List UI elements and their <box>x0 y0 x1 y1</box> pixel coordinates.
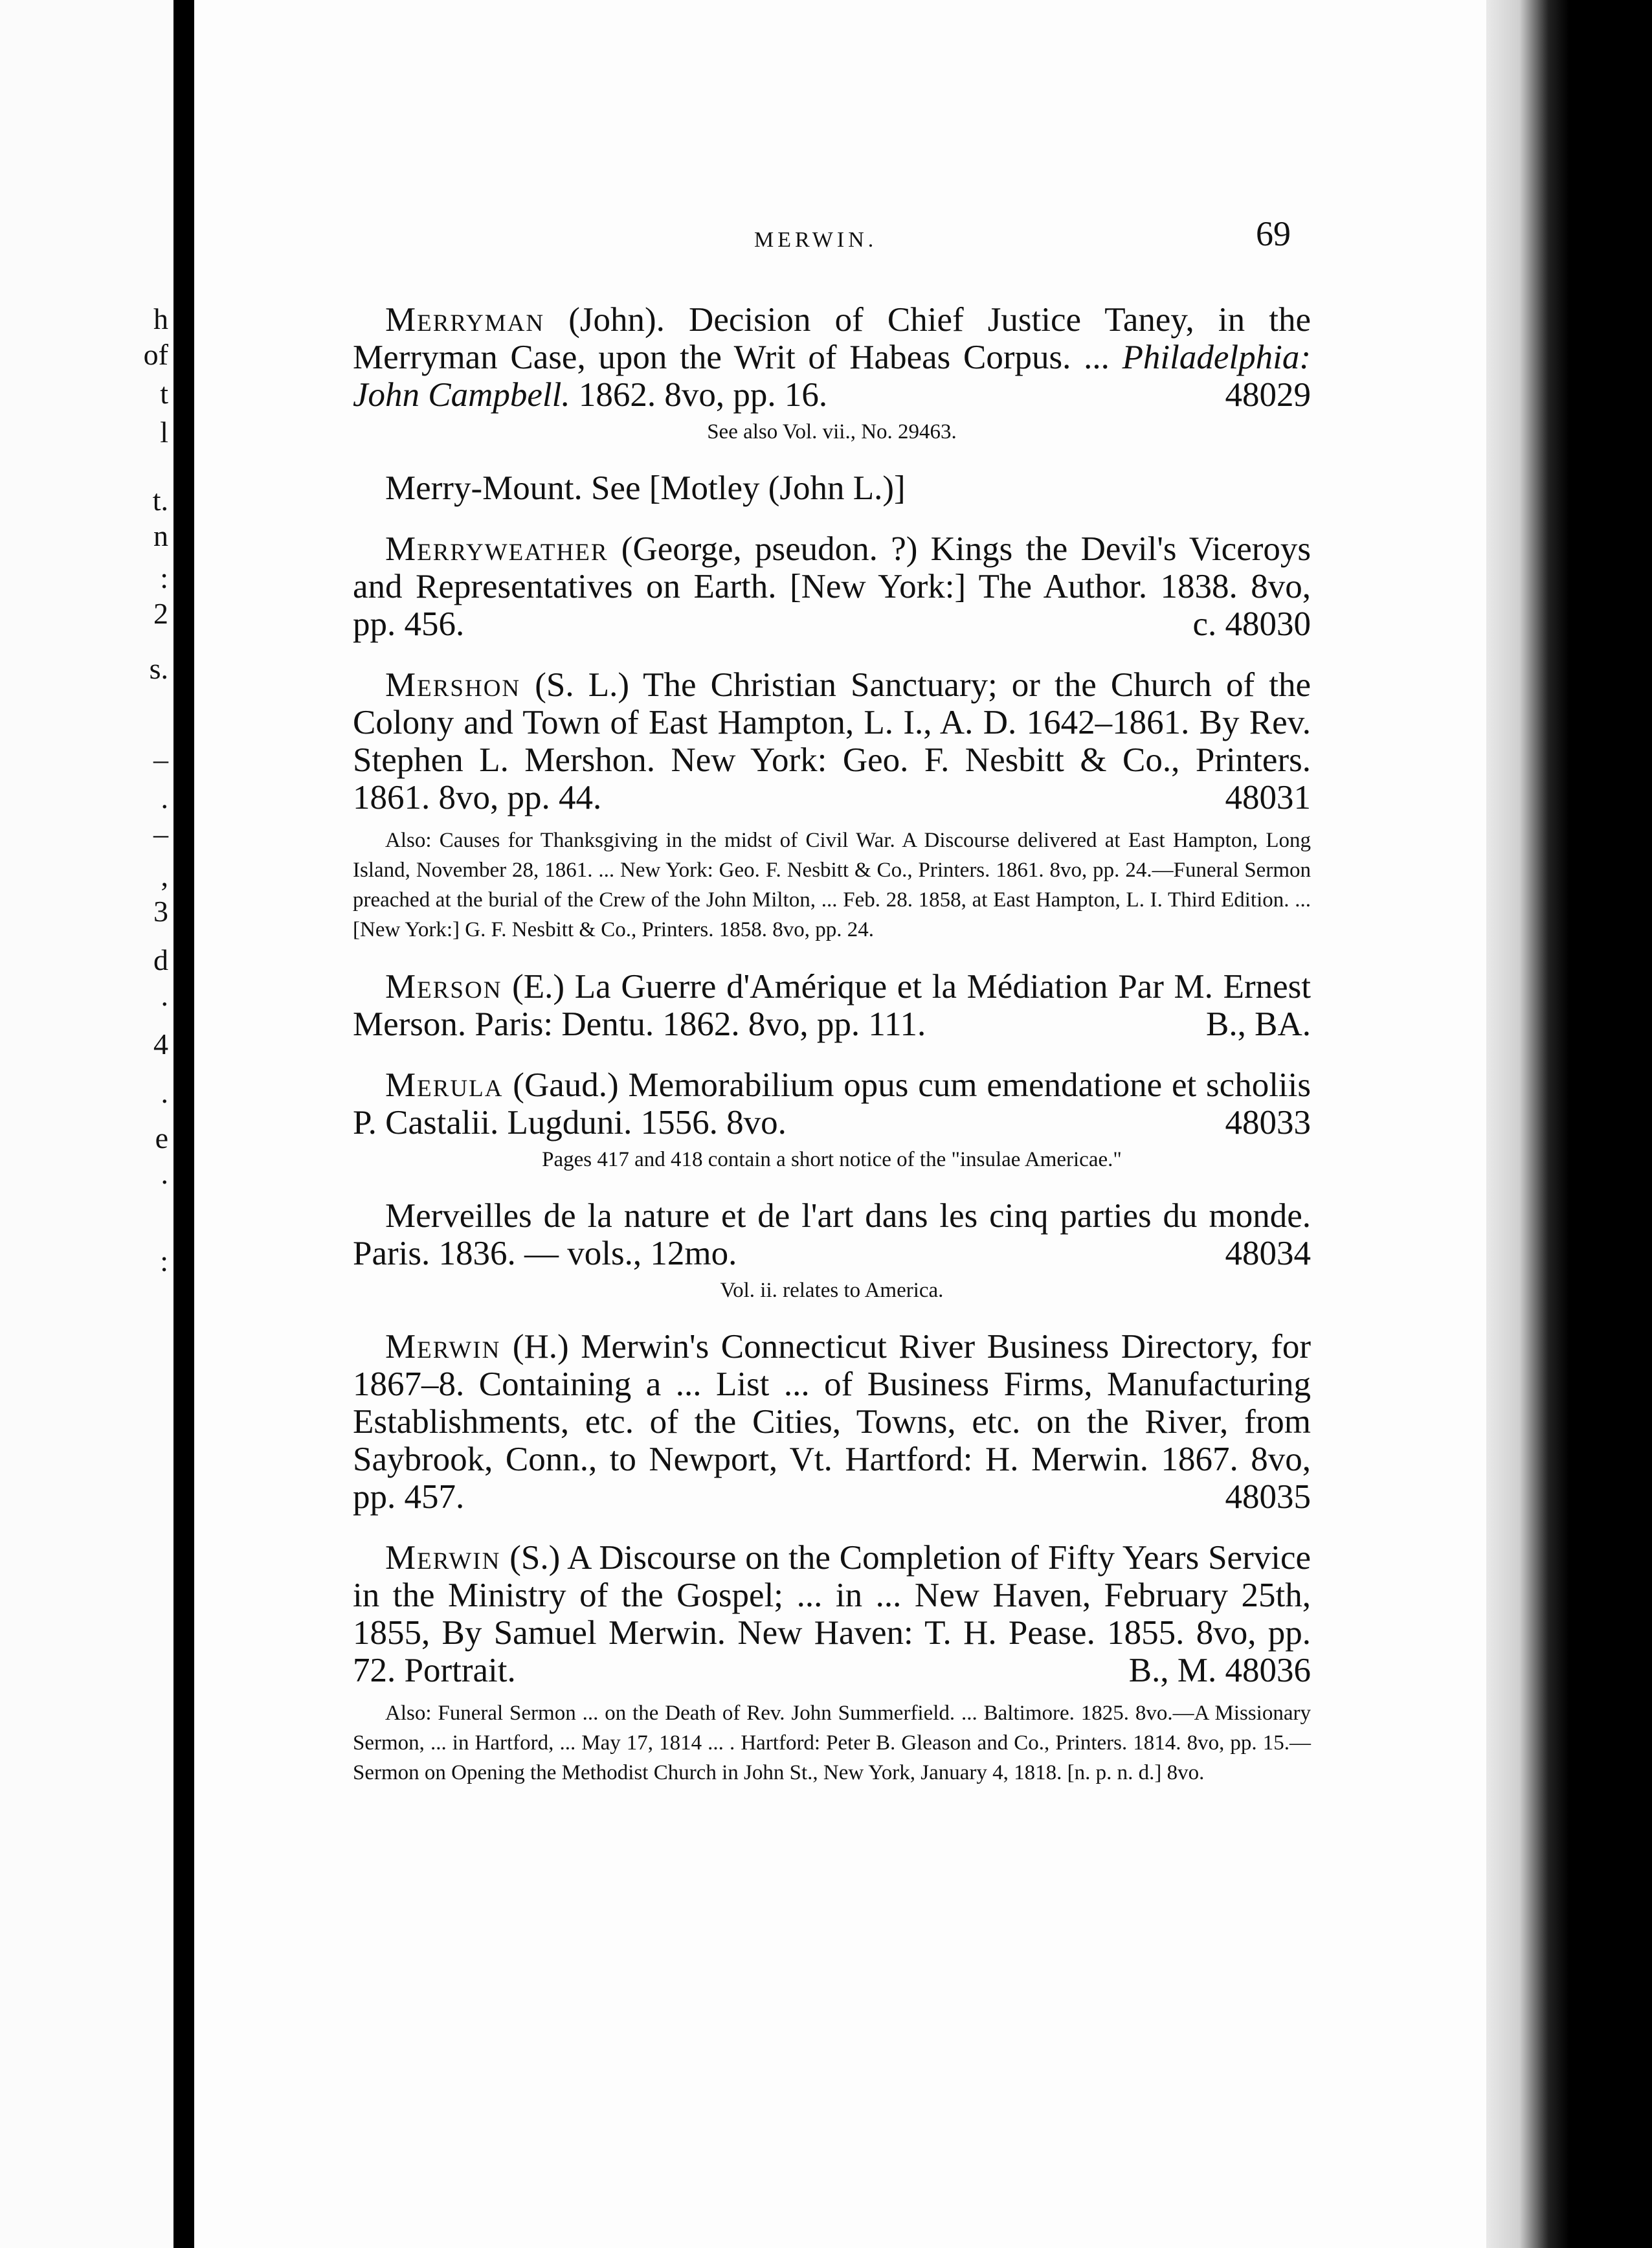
facing-page-text-fragment: of <box>143 338 168 371</box>
entry-merson <box>353 968 1311 1043</box>
entry-heading: Merwin <box>385 1328 501 1366</box>
entry-merwin-s <box>353 1539 1311 1788</box>
page-edge-shadow <box>1486 0 1569 2248</box>
facing-page-text-fragment: e <box>155 1121 168 1154</box>
entry-note: Also: Causes for Thanksgiving in the midst of Civil War. A Discourse delivered at East Hampton, Long Island, November 28, 1861. ... New York: Geo. F. Nesbitt & Co., Printers. 1861. 8vo, pp. 24.—Funeral Sermon preached at the burial of the Crew of the John Milton, ... Feb. 28. 1858, at East Hampton, L. I. Third Edition. ... [New York:] G. F. Nesbitt & Co., Printers. 1858. 8vo, pp. 24. <box>353 829 1311 941</box>
entry-body: (H.) Merwin's Connecticut River Business Directory, for 1867–8. Containing a ... List ... of Business Firms, Manufacturing Establishments, etc. of the Cities, Towns, etc. on the River, from Saybrook, Conn., to Newport, Vt. Hartford: H. Merwin. 1867. 8vo, pp. 457. <box>353 1328 1311 1516</box>
entry-merveilles <box>353 1197 1311 1305</box>
entry-heading: Merwin <box>385 1539 501 1577</box>
facing-page-fragment <box>0 0 173 2248</box>
entry-merwin-h <box>353 1328 1311 1516</box>
entry-heading: Merryman <box>385 301 545 339</box>
entry-number: 48033 <box>1225 1104 1311 1141</box>
entry-number: 48034 <box>1225 1235 1311 1272</box>
facing-page-text-fragment: t <box>160 377 168 410</box>
facing-page-text-fragment: t. <box>152 484 168 517</box>
entry-number: B., M. 48036 <box>1128 1652 1311 1689</box>
entry-imprint: Philadelphia: John Campbell. <box>353 339 1312 414</box>
book-gutter <box>173 0 194 2248</box>
entry-mershon <box>353 666 1311 945</box>
entry-body: (S. L.) The Christian Sanctuary; or the Church of the Colony and Town of East Hampton, L. I., A. D. 1642–1861. By Rev. Stephen L. Mershon. New York: Geo. F. Nesbitt & Co., Printers. 1861. 8vo, pp. 44. <box>353 666 1311 816</box>
facing-page-text-fragment: 3 <box>153 895 168 928</box>
entry-heading: Merula <box>385 1066 504 1104</box>
entry-body: (John). Decision of Chief Justice Taney, in the Merryman Case, upon the Writ of Habeas Corpus. ... <box>353 301 1311 376</box>
entry-merula <box>353 1066 1311 1174</box>
entry-merry-mount <box>353 469 1311 507</box>
entry-merryweather <box>353 530 1311 643</box>
entry-body: Merry-Mount. See [Motley (John L.)] <box>385 469 906 507</box>
facing-page-text-fragment: h <box>153 302 168 335</box>
entry-merryman <box>353 301 1311 446</box>
facing-page-text-fragment: 2 <box>153 597 168 630</box>
facing-page-text-fragment: . <box>161 781 168 815</box>
facing-page-text-fragment: . <box>161 1076 168 1109</box>
entry-tail: 1862. 8vo, pp. 16. <box>570 376 828 414</box>
entry-note: Also: Funeral Sermon ... on the Death of Rev. John Summerfield. ... Baltimore. 1825. 8vo.—A Missionary Sermon, ... in Hartford, ... May 17, 1814 ... . Hartford: Peter B. Gleason and Co., Printers. 1814. 8vo, pp. 15.—Sermon on Opening the Methodist Church in John St., New York, January 4, 1818. [n. p. n. d.] 8vo. <box>353 1702 1311 1784</box>
entry-body: (E.) La Guerre d'Amérique et la Médiation Par M. Ernest Merson. Paris: Dentu. 1862. 8vo, pp. 111. <box>353 968 1311 1043</box>
entry-note: Vol. ii. relates to America. <box>720 1279 944 1302</box>
entry-heading: Merson <box>385 968 502 1006</box>
entry-body: (George, pseudon. ?) Kings the Devil's Viceroys and Representatives on Earth. [New York:] The Author. 1838. 8vo, pp. 456. <box>353 530 1311 643</box>
facing-page-text-fragment: – <box>153 743 168 776</box>
entry-number: 48031 <box>1225 779 1311 816</box>
facing-page-text-fragment: : <box>160 1244 168 1277</box>
bibliography-entries <box>353 301 1311 1811</box>
book-page <box>194 0 1569 2248</box>
facing-page-text-fragment: d <box>153 943 168 976</box>
entry-heading: Merryweather <box>385 530 608 568</box>
facing-page-text-fragment: n <box>153 519 168 552</box>
entry-body: Merveilles de la nature et de l'art dans les cinq parties du monde. Paris. 1836. — vols., 12mo. <box>353 1197 1311 1272</box>
facing-page-text-fragment: : <box>160 561 168 594</box>
facing-page-text-fragment: . <box>161 979 168 1012</box>
facing-page-text-fragment: . <box>161 1157 168 1190</box>
entry-body: (Gaud.) Memorabilium opus cum emendatione et scholiis P. Castalii. Lugduni. 1556. 8vo. <box>353 1066 1311 1141</box>
entry-number: c. 48030 <box>1192 605 1311 643</box>
page-number: 69 <box>1256 214 1291 253</box>
entry-number: 48029 <box>1225 376 1311 414</box>
facing-page-text-fragment: – <box>153 817 168 850</box>
entry-number: B., BA. <box>1206 1006 1311 1043</box>
facing-page-text-fragment: l <box>160 416 168 449</box>
facing-page-text-fragment: 4 <box>153 1028 168 1061</box>
entry-note: Pages 417 and 418 contain a short notice of the "insulae Americae." <box>542 1148 1122 1171</box>
entry-number: 48035 <box>1225 1478 1311 1516</box>
entry-heading: Mershon <box>385 666 521 704</box>
entry-body: (S.) A Discourse on the Completion of Fifty Years Service in the Ministry of the Gospel; ... in ... New Haven, February 25th, 1855, By Samuel Merwin. New Haven: T. H. Pease. 1855. 8vo, pp. 72. Portrait. <box>353 1539 1311 1689</box>
running-head: MERWIN. <box>754 228 878 252</box>
facing-page-text-fragment: , <box>161 859 168 892</box>
entry-note: See also Vol. vii., No. 29463. <box>707 420 957 444</box>
facing-page-text-fragment: s. <box>149 652 168 685</box>
